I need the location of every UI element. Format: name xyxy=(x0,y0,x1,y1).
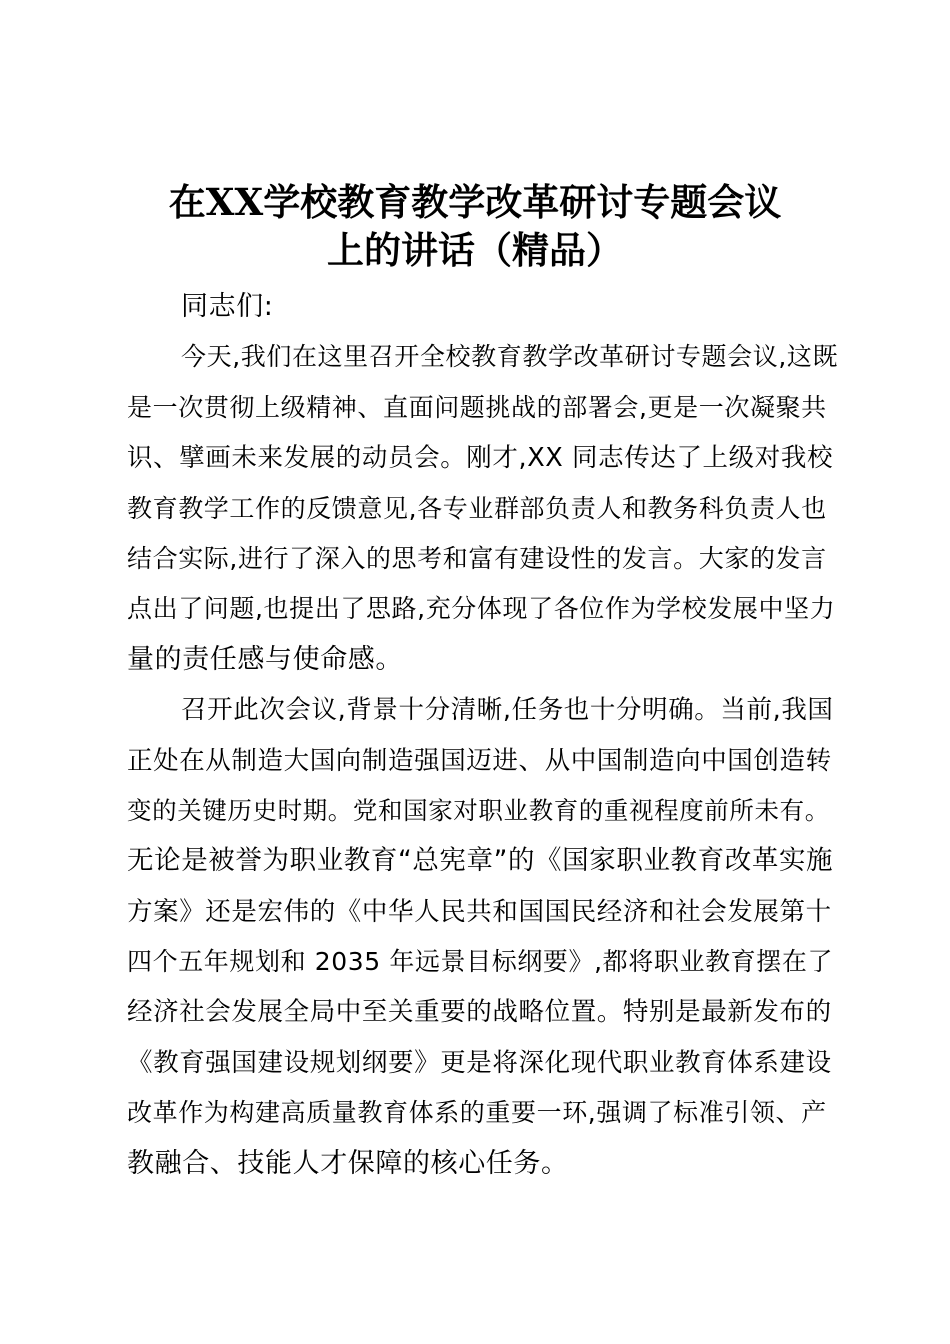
paragraph-line: 结合实际,进行了深入的思考和富有建设性的发言。大家的发言 xyxy=(127,543,827,573)
paragraph-line: 正处在从制造大国向制造强国迈进、从中国制造向中国创造转 xyxy=(127,745,832,776)
document-body xyxy=(127,282,839,1189)
paragraph-line: 《教育强国建设规划纲要》更是将深化现代职业教育体系建设 xyxy=(127,1047,832,1078)
paragraph-line: 识、擘画未来发展的动员会。刚才,XX 同志传达了上级对我校 xyxy=(127,443,834,474)
paragraph-line: 点出了问题,也提出了思路,充分体现了各位作为学校发展中坚力 xyxy=(127,594,836,624)
paragraph-line: 量的责任感与使命感。 xyxy=(127,643,403,675)
paragraph-line: 改革作为构建高质量教育体系的重要一环,强调了标准引领、产 xyxy=(127,1098,827,1128)
paragraph-1 xyxy=(127,332,839,685)
title-line-2: 上的讲话（精品） xyxy=(327,228,623,272)
paragraph-line: 教融合、技能人才保障的核心任务。 xyxy=(127,1147,569,1179)
paragraph-line: 是一次贯彻上级精神、直面问题挑战的部署会,更是一次凝聚共 xyxy=(127,392,827,422)
paragraph-line: 今天,我们在这里召开全校教育教学改革研讨专题会议,这既 xyxy=(181,342,839,372)
paragraph-line: 教育教学工作的反馈意见,各专业群部负责人和教务科负责人也 xyxy=(127,493,827,523)
paragraph-2 xyxy=(127,685,839,1189)
paragraph-line: 无论是被誉为职业教育“总宪章”的《国家职业教育改革实施 xyxy=(127,845,834,877)
paragraph-line: 变的关键历史时期。党和国家对职业教育的重视程度前所未有。 xyxy=(127,795,830,825)
paragraph-line: 方案》还是宏伟的《中华人民共和国国民经济和社会发展第十 xyxy=(127,896,832,927)
greeting: 同志们: xyxy=(181,291,274,322)
paragraph-line: 经济社会发展全局中至关重要的战略位置。特别是最新发布的 xyxy=(127,997,832,1028)
paragraph-line: 四个五年规划和 2035 年远景目标纲要》,都将职业教育摆在了 xyxy=(127,947,834,977)
title-line-1: 在XX学校教育教学改革研讨专题会议 xyxy=(168,180,782,224)
paragraph-line: 召开此次会议,背景十分清晰,任务也十分明确。当前,我国 xyxy=(181,695,834,726)
document-title xyxy=(100,178,850,274)
